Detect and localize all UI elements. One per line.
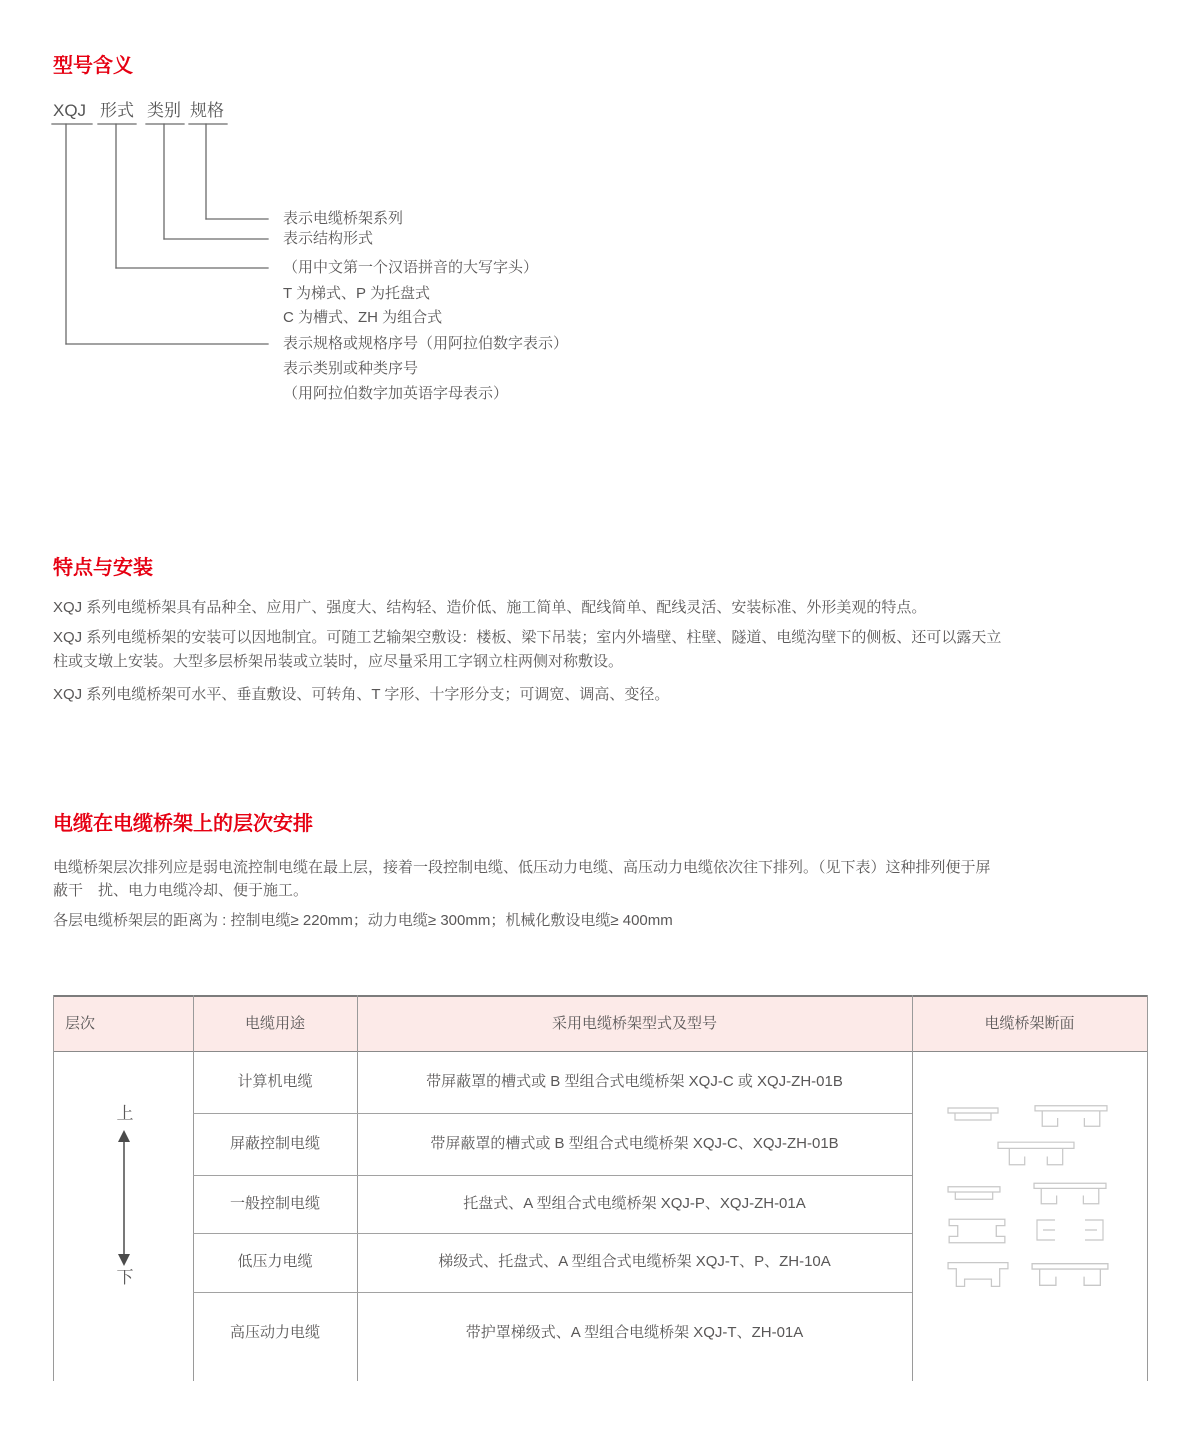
- cross-section-channel-tray-icon: [947, 1105, 999, 1123]
- table-row-divider: [193, 1113, 912, 1114]
- section-title-arrangement: 电缆在电缆桥架上的层次安排: [53, 813, 313, 835]
- section-title-features: 特点与安装: [53, 557, 153, 579]
- table-row-divider: [193, 1175, 912, 1176]
- model-annotation: （用阿拉伯数字加英语字母表示）: [283, 385, 509, 402]
- table-row-divider: [193, 1292, 912, 1293]
- cell-tray-type: 带屏蔽罩的槽式或 B 型组合式电缆桥架 XQJ-C 或 XQJ-ZH-01B: [426, 1073, 843, 1090]
- cell-tray-type: 带护罩梯级式、A 型组合电缆桥架 XQJ-T、ZH-01A: [465, 1324, 804, 1341]
- model-annotation: C 为槽式、ZH 为组合式: [283, 309, 443, 326]
- cross-section-hooked-combined-tray-icon: [1034, 1103, 1108, 1129]
- cell-tray-type: 梯级式、托盘式、A 型组合式电缆桥架 XQJ-T、P、ZH-10A: [438, 1253, 831, 1270]
- cross-section-bracket-pair-icon: [1032, 1217, 1108, 1243]
- cell-cable-use: 一般控制电缆: [229, 1195, 320, 1212]
- model-annotation: 表示电缆桥架系列: [283, 210, 404, 227]
- features-paragraph-line: XQJ 系列电缆桥架具有品种全、应用广、强度大、结构轻、造价低、施工简单、配线简单、配线灵活、安装标准、外形美观的特点。: [53, 599, 927, 616]
- cell-cable-use: 计算机电缆: [237, 1073, 313, 1090]
- arrangement-paragraph-line: 电缆桥架层次排列应是弱电流控制电缆在最上层，接着一段控制电缆、低压动力电缆、高压动力电缆依次往下排列。（见下表）这种排列便于屏: [53, 859, 991, 876]
- cell-cable-use: 低压力电缆: [237, 1253, 313, 1270]
- level-bottom-label: 下: [116, 1268, 134, 1287]
- features-paragraph-line: XQJ 系列电缆桥架的安装可以因地制宜。可随工艺输架空敷设：楼板、梁下吊装；室内外墙壁、柱壁、隧道、电缆沟壁下的侧板、还可以露天立: [53, 629, 1002, 646]
- arrangement-paragraph-line: 蔽干 扰、电力电缆冷却、便于施工。: [53, 882, 309, 899]
- level-top-label: 上: [116, 1104, 134, 1123]
- model-code-part-spec: 规格: [190, 101, 224, 120]
- table-row-divider: [193, 1233, 912, 1234]
- table-left-border: [53, 995, 54, 1381]
- model-annotation: 表示类别或种类序号: [283, 360, 419, 377]
- model-annotation: 表示规格或规格序号（用阿拉伯数字表示）: [283, 335, 569, 352]
- table-top-border: [53, 995, 1148, 997]
- table-header-cross-section: 电缆桥架断面: [984, 1015, 1075, 1032]
- table-column-divider: [912, 995, 913, 1381]
- features-paragraph-line: XQJ 系列电缆桥架可水平、垂直敷设、可转角、T 字形、十字形分支；可调宽、调高、变径。: [53, 686, 670, 703]
- section-title-model-meaning: 型号含义: [53, 55, 133, 77]
- model-annotation: （用中文第一个汉语拼音的大写字头）: [283, 259, 539, 276]
- table-header-bottom-border: [53, 1051, 1148, 1052]
- table-header-tray-type: 采用电缆桥架型式及型号: [551, 1015, 717, 1032]
- table-header-cable-use: 电缆用途: [244, 1015, 305, 1032]
- cell-tray-type: 托盘式、A 型组合式电缆桥架 XQJ-P、XQJ-ZH-01A: [463, 1195, 806, 1212]
- model-code-part-series: XQJ: [53, 101, 87, 120]
- cross-section-bench-tray-icon: [946, 1260, 1010, 1290]
- arrangement-paragraph-line: 各层电缆桥架层的距离为 : 控制电缆≥ 220mm；动力电缆≥ 300mm；机械化敷设电缆≥ 400mm: [53, 912, 673, 929]
- model-code-part-category: 类别: [147, 101, 181, 120]
- cell-tray-type: 带屏蔽罩的槽式或 B 型组合式电缆桥架 XQJ-C、XQJ-ZH-01B: [430, 1135, 839, 1152]
- model-code-part-form: 形式: [100, 101, 134, 120]
- cross-section-channel-tray-icon: [947, 1181, 1001, 1205]
- table-right-border: [1147, 995, 1148, 1381]
- cross-section-hooked-combined-tray-icon: [1031, 1260, 1109, 1289]
- cross-section-legged-tray-icon: [997, 1140, 1075, 1169]
- model-annotation: T 为梯式、P 为托盘式: [283, 285, 430, 302]
- up-down-arrow-icon: [112, 1128, 136, 1268]
- cell-cable-use: 屏蔽控制电缆: [229, 1135, 320, 1152]
- features-paragraph-line: 柱或支墩上安装。大型多层桥架吊装或立装时，应尽量采用工字钢立柱两侧对称敷设。: [53, 653, 624, 670]
- cell-cable-use: 高压动力电缆: [229, 1324, 320, 1341]
- model-annotation: 表示结构形式: [283, 230, 374, 247]
- cross-section-hooked-combined-tray-icon: [1033, 1180, 1107, 1207]
- table-header-level: 层次: [65, 1015, 96, 1032]
- cross-section-ladder-side-icon: [947, 1217, 1007, 1245]
- model-diagram-lines: [0, 0, 320, 420]
